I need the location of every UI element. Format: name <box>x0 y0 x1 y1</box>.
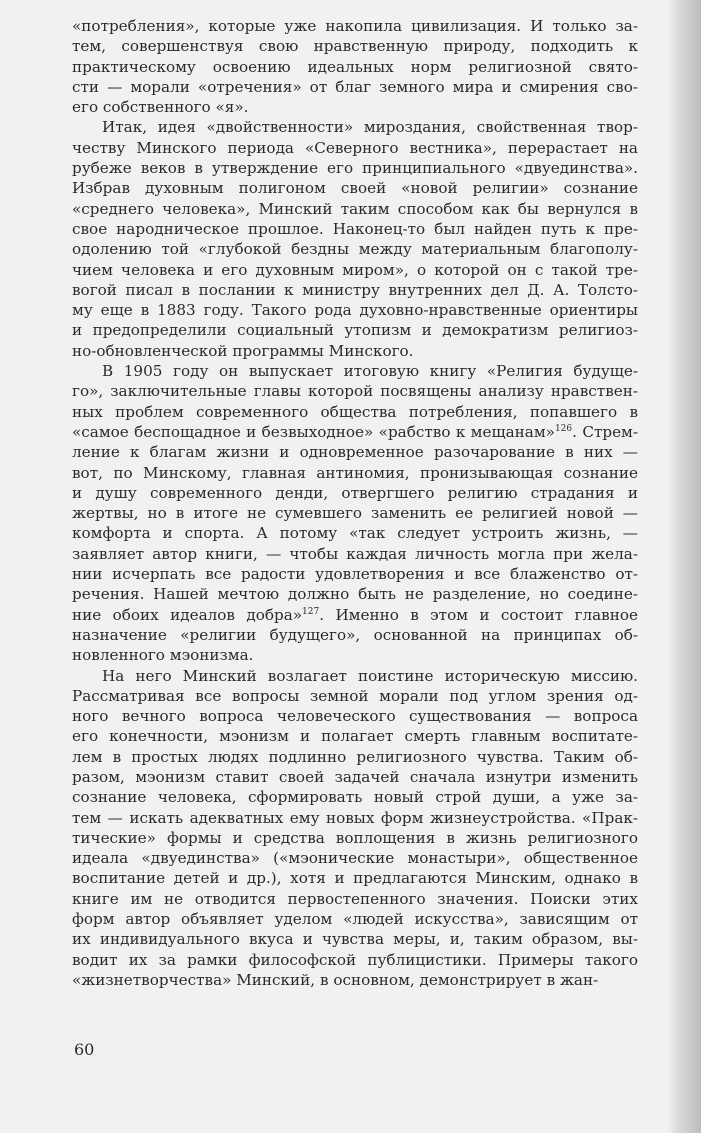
text-line: речения. Нашей мечтою должно быть не разделение, но соедине- <box>72 585 638 604</box>
text-line: ление к благам жизни и одновременное разочарование в них — <box>72 443 638 462</box>
text-line: но-обновленческой программы Минского. <box>72 341 414 360</box>
footnote-ref: 127 <box>302 606 320 617</box>
text-line: «потребления», которые уже накопила цивилизация. И только за- <box>72 17 638 35</box>
text-line: рубеже веков в утверждение его принципиального «двуединства». <box>72 159 638 178</box>
text-line: сознание человека, сформировать новый строй души, а уже за- <box>72 788 638 807</box>
text-line: комфорта и спорта. А потому «так следует устроить жизнь, — <box>72 524 638 543</box>
page-number: 60 <box>74 1040 95 1059</box>
body-text <box>72 16 638 990</box>
text-line: практическому освоению идеальных норм религиозной свято- <box>72 57 638 76</box>
text-line: В 1905 году он выпускает итоговую книгу «Религия будуще- <box>102 362 638 381</box>
text-line: сти — морали «отречения» от благ земного мира и смирения сво- <box>72 77 638 96</box>
text-line: «среднего человека», Минский таким способом как бы вернулся в <box>72 199 638 218</box>
text-line: нии исчерпать все радости удовлетворения и все блаженство от- <box>72 565 638 584</box>
paragraph <box>72 361 638 665</box>
text-line: чием человека и его духовным миром», о которой он с такой тре- <box>72 260 638 279</box>
text-line: ние обоих идеалов добра»$^{127}$. Именно в этом и состоит главное <box>72 605 638 624</box>
paragraph <box>72 16 638 117</box>
text-line: его конечности, мэонизм и полагает смерть главным воспитате- <box>72 727 638 746</box>
text-line: назначение «религии будущего», основанной на принципах об- <box>72 625 638 644</box>
text-line: ных проблем современного общества потребления, попавшего в <box>72 402 638 421</box>
text-line: одолению той «глубокой бездны между материальным благополу- <box>72 240 638 259</box>
text-line: разом, мэонизм ставит своей задачей сначала изнутри изменить <box>72 767 638 786</box>
text-line: Итак, идея «двойственности» мироздания, свойственная твор- <box>102 118 638 137</box>
text-line: На него Минский возлагает поистине историческую миссию. <box>102 666 638 685</box>
text-line: жертвы, но в итоге не сумевшего заменить ее религией новой — <box>72 504 638 523</box>
text-line: водит их за рамки философской публицистики. Примеры такого <box>72 950 638 969</box>
text-line: тические» формы и средства воплощения в жизнь религиозного <box>72 828 638 847</box>
text-line: го», заключительные главы которой посвящены анализу нравствен- <box>72 382 638 401</box>
footnote-ref: 126 <box>554 423 573 434</box>
text-line: и душу современного денди, отвергшего религию страдания и <box>72 483 638 502</box>
text-line: идеала «двуединства» («мэонические монастыри», общественное <box>72 849 638 868</box>
text-line: честву Минского периода «Северного вестника», перерастает на <box>72 138 638 157</box>
text-line: Рассматривая все вопросы земной морали под углом зрения од- <box>72 686 638 705</box>
text-line: тем, совершенствуя свою нравственную природу, подходить к <box>72 37 638 56</box>
binding-shadow <box>667 0 701 1133</box>
paragraph <box>72 117 638 361</box>
text-line: воспитание детей и др.), хотя и предлагаются Минским, однако в <box>72 869 638 888</box>
text-line: Избрав духовным полигоном своей «новой религии» сознание <box>72 179 638 198</box>
text-line: вогой писал в послании к министру внутренних дел Д. А. Толсто- <box>72 280 638 299</box>
text-line: лем в простых людях подлинно религиозного чувства. Таким об- <box>72 747 638 766</box>
text-line: вот, по Минскому, главная антиномия, пронизывающая сознание <box>72 463 638 482</box>
text-line: «самое беспощадное и безвыходное» «рабство к мещанам»$^{126}$. Стрем- <box>72 422 638 441</box>
text-line: «жизнетворчества» Минский, в основном, демонстрирует в жан- <box>72 970 599 989</box>
text-line: тем — искать адекватных ему новых форм жизнеустройства. «Прак- <box>72 808 638 827</box>
text-line: новленного мэонизма. <box>72 646 254 665</box>
paragraph <box>72 666 638 991</box>
text-line: его собственного «я». <box>72 98 249 117</box>
text-line: ного вечного вопроса человеческого существования — вопроса <box>72 707 638 726</box>
text-line: свое народническое прошлое. Наконец-то был найден путь к пре- <box>72 219 638 238</box>
text-line: их индивидуального вкуса и чувства меры, и, таким образом, вы- <box>72 930 638 949</box>
text-line: му еще в 1883 году. Такого рода духовно-нравственные ориентиры <box>72 301 638 320</box>
text-line: и предопределили социальный утопизм и демократизм религиоз- <box>72 321 638 340</box>
text-line: заявляет автор книги, — чтобы каждая личность могла при жела- <box>72 544 638 563</box>
text-line: книге им не отводится первостепенного значения. Поиски этих <box>72 889 638 908</box>
text-line: форм автор объявляет уделом «людей искусства», зависящим от <box>72 910 638 929</box>
